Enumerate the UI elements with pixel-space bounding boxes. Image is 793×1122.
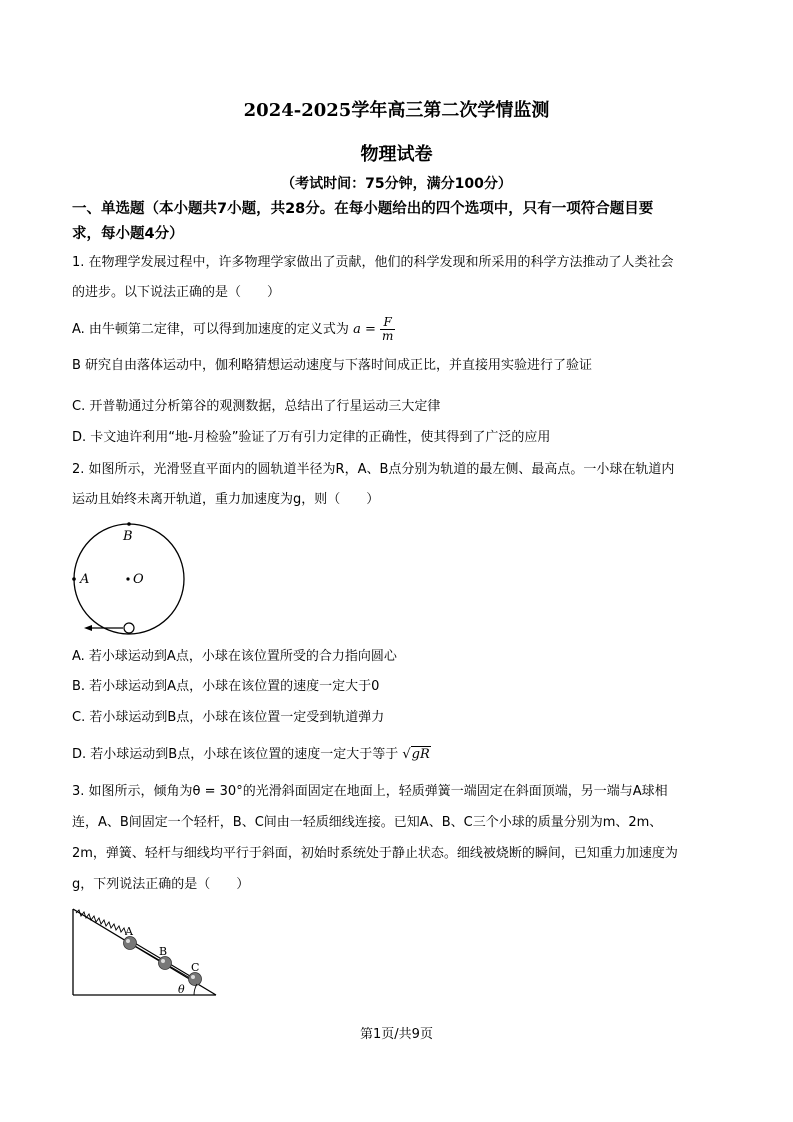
ball-c xyxy=(189,973,202,986)
subject-title: 物理试卷 xyxy=(360,144,433,165)
q1-stem-line1: 1. 在物理学发展过程中，许多物理学家做出了贡献，他们的科学发现和所采用的科学方法推动了人类社会 xyxy=(72,255,674,270)
exam-info: （考试时间：75分钟，满分100分） xyxy=(281,176,512,192)
fraction-denominator: m xyxy=(382,329,394,343)
velocity-arrow-head xyxy=(84,625,92,631)
label-b: B xyxy=(123,529,133,544)
section-heading-line2: 求，每小题4分） xyxy=(72,226,184,242)
fraction-numerator: F xyxy=(380,316,395,330)
sqrt-expression: √gR xyxy=(402,747,430,762)
ball-a xyxy=(124,937,137,950)
q3-stem-line2: 连，A、B间固定一个轻杆，B、C间由一轻质细线连接。已知A、B、C三个小球的质量分别为m、2m、 xyxy=(72,815,663,830)
point-a-dot xyxy=(72,577,76,581)
q1-option-b: B 研究自由落体运动中，伽利略猜想运动速度与下落时间成正比，并直接用实验进行了验证 xyxy=(72,358,593,373)
q2-option-d xyxy=(72,745,732,765)
q2-circle-figure xyxy=(70,518,195,640)
q1-stem-line2: 的进步。以下说法正确的是（ ） xyxy=(72,285,281,300)
label-o: O xyxy=(133,572,144,587)
q3-incline-figure xyxy=(70,905,220,1001)
ball-a-highlight xyxy=(126,939,130,943)
q2-option-c: C. 若小球运动到B点，小球在该位置一定受到轨道弹力 xyxy=(72,710,385,725)
section-heading-line1: 一、单选题（本小题共7小题，共28分。在每小题给出的四个选项中，只有一项符合题目要 xyxy=(72,201,654,217)
q1-option-a-lhs: a = xyxy=(353,322,376,337)
small-ball xyxy=(124,623,134,633)
q2-option-a: A. 若小球运动到A点，小球在该位置所受的合力指向圆心 xyxy=(72,649,397,664)
label-ball-c: C xyxy=(191,961,200,974)
page-footer: 第1页/共9页 xyxy=(360,1027,433,1042)
q1-option-a xyxy=(72,316,732,343)
ball-c-highlight xyxy=(191,975,195,979)
q3-stem-line1: 3. 如图所示，倾角为θ = 30°的光滑斜面固定在地面上，轻质弹簧一端固定在斜面顶端，另一端与A球相 xyxy=(72,784,668,799)
label-ball-a: A xyxy=(125,925,133,938)
q2-option-d-text: D. 若小球运动到B点，小球在该位置的速度一定大于等于 xyxy=(72,747,399,762)
q1-option-a-fraction xyxy=(380,316,395,343)
q2-stem-line1: 2. 如图所示，光滑竖直平面内的圆轨道半径为R，A、B点分别为轨道的最左侧、最高点。一小球在轨道内 xyxy=(72,462,675,477)
q1-option-c: C. 开普勒通过分析第谷的观测数据，总结出了行星运动三大定律 xyxy=(72,399,441,414)
center-o-dot xyxy=(126,577,129,580)
exam-title: 2024-2025学年高三第二次学情监测 xyxy=(243,100,550,121)
q2-stem-line2: 运动且始终未离开轨道，重力加速度为g，则（ ） xyxy=(72,492,380,507)
q1-option-d: D. 卡文迪许利用“地-月检验”验证了万有引力定律的正确性，使其得到了广泛的应用 xyxy=(72,430,551,445)
label-ball-b: B xyxy=(159,945,168,958)
ball-b-highlight xyxy=(161,959,165,963)
q2-option-b: B. 若小球运动到A点，小球在该位置的速度一定大于0 xyxy=(72,679,380,694)
q3-stem-line4: g，下列说法正确的是（ ） xyxy=(72,877,250,892)
spring-icon xyxy=(76,910,126,934)
q1-option-a-text: A. 由牛顿第二定律，可以得到加速度的定义式为 xyxy=(72,322,349,337)
q3-stem-line3: 2m，弹簧、轻杆与细线均平行于斜面，初始时系统处于静止状态。细线被烧断的瞬间，已知重力加速度为 xyxy=(72,846,678,861)
label-a: A xyxy=(80,572,90,587)
point-b-dot xyxy=(127,522,131,526)
label-theta: θ xyxy=(178,983,185,996)
ball-b xyxy=(159,957,172,970)
sqrt-radicand: gR xyxy=(411,747,430,762)
